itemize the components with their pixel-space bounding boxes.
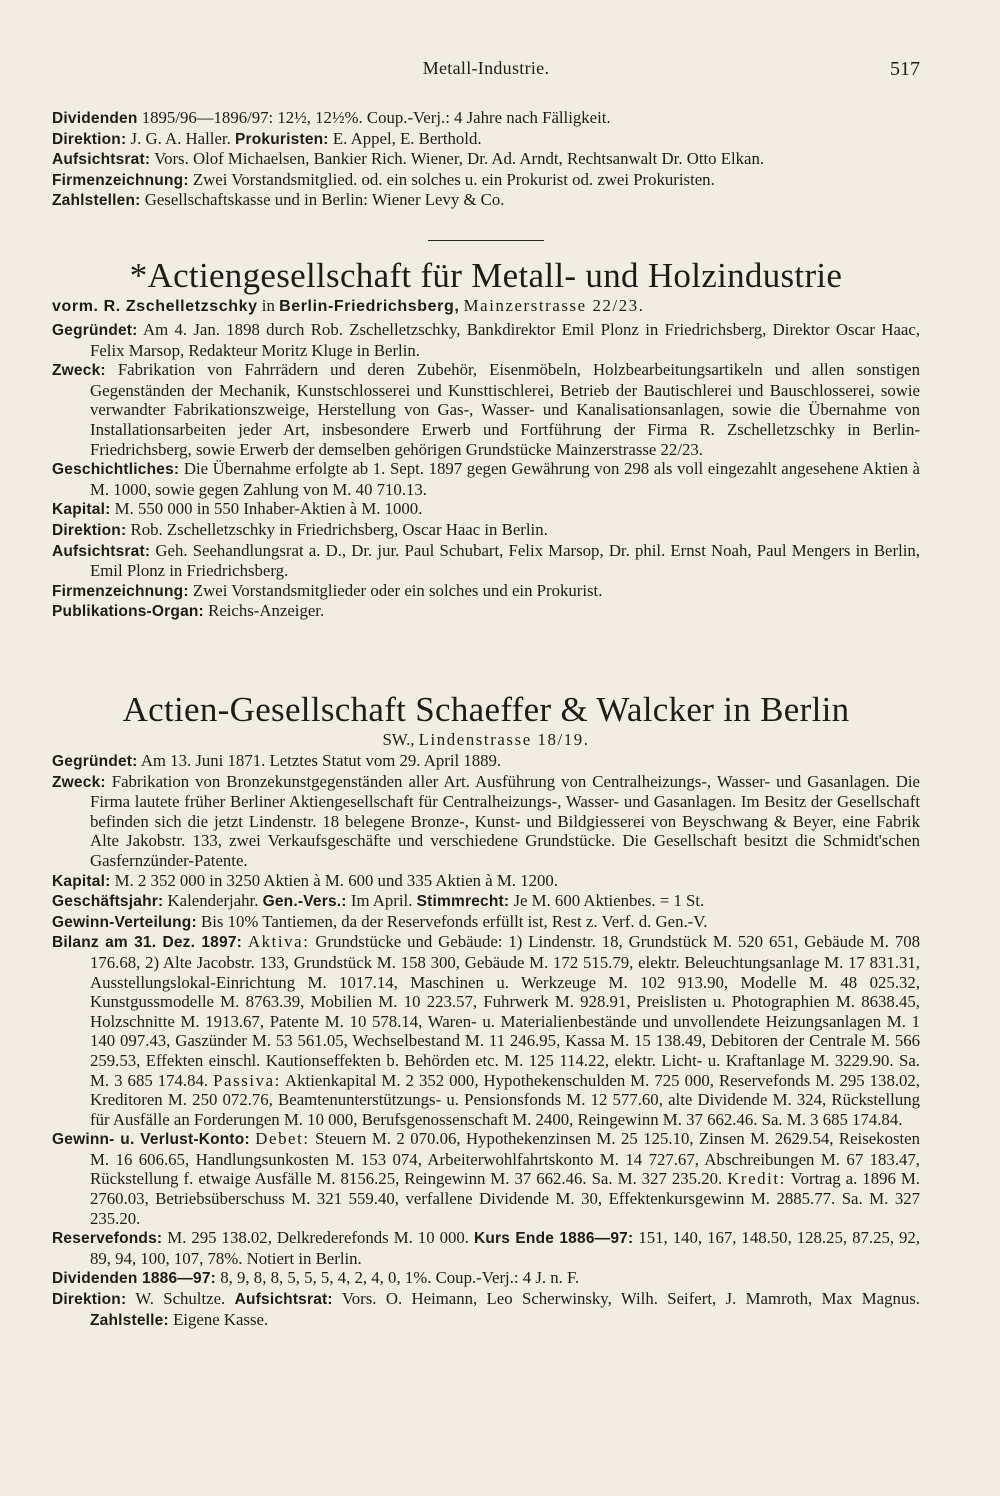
company-1-body <box>52 320 920 622</box>
company-2-location: SW., Lindenstrasse 18/19. <box>382 730 590 749</box>
prev-dividenden: Dividenden 1895/96—1896/97: 12½, 12½%. Coup.-Verj.: 4 Jahre nach Fälligkeit. <box>52 108 611 127</box>
divider <box>428 240 544 241</box>
section-title: Metall-Industrie. <box>422 58 550 78</box>
c1-firmenzeichnung: Firmenzeichnung: Zwei Vorstandsmitglieder oder ein solches und ein Prokurist. <box>52 580 603 600</box>
c1-zweck: Zweck: Fabrikation von Fahrrädern und deren Zubehör, Eisenmöbeln, Holzbearbeitungsartikeln und allen sonstigen Gegenständen der Mechanik, Kunstschlosserei und Kunsttischlerei, Betrieb der Bautischlerei und Bauschlosserei, sowie verwandter Fabrikationszweige, Herstellung von Gas-, Wasser- und Kanalisationsanlagen, sowie die Übernahme von Installationsarbeiten jeder Art, insbesondere Erwerb und Fortführung der Firma R. Zschelletzschky in Berlin-Friedrichsberg, sowie Erwerb der demselben gehörigen Grundstücke Mainzerstrasse 22/23. <box>52 360 920 459</box>
c1-kapital: Kapital: M. 550 000 in 550 Inhaber-Aktien à M. 1000. <box>52 499 423 519</box>
c2-gegruendet: Gegründet: Am 13. Juni 1871. Letztes Statut vom 29. April 1889. <box>52 751 502 770</box>
c1-geschichtliches: Geschichtliches: Die Übernahme erfolgte ab 1. Sept. 1897 gegen Gewährung von 298 als voll eingezahlt angesehene Aktien à M. 1000, sowie gegen Zahlung von M. 40 710.13. <box>52 459 920 499</box>
prev-direktion: Direktion: J. G. A. Haller. Prokuristen: E. Appel, E. Berthold. <box>52 128 482 148</box>
c2-kapital: Kapital: M. 2 352 000 in 3250 Aktien à M. 600 und 335 Aktien à M. 1200. <box>52 870 558 890</box>
c1-gegruendet: Gegründet: Am 4. Jan. 1898 durch Rob. Zschelletzschky, Bankdirektor Emil Plonz in Friedrichsberg, Direktor Oscar Haac, Felix Marsop, Redakteur Moritz Kluge in Berlin. <box>52 320 920 360</box>
c2-zweck: Zweck: Fabrikation von Bronzekunstgegenständen aller Art. Ausführung von Centralheizungs-, Wasser- und Gasanlagen. Die Firma lautete früher Berliner Aktiengesellschaft für Centralheizungs-, Wasser- und Gasanlagen. Im Besitz der Gesellschaft befinden sich die jetzt Lindenstr. 18 belegene Bronze-, Kunst- und Bildgiesserei von Beyschwang & Beyer, eine Fabrik Alte Jakobstr. 133, zwei Verkaufsgeschäfte und verschiedene Grundstücke. Die Gesellschaft besitzt die Schmidt'schen Gasfernzünder-Patente. <box>52 771 920 870</box>
previous-entry <box>52 108 920 211</box>
company-1-subtitle: vorm. R. Zschelletzschky in Berlin-Friedrichsberg, Mainzerstrasse 22/23. <box>52 296 645 315</box>
c2-dividenden: Dividenden 1886—97: 8, 9, 8, 8, 5, 5, 5, 4, 2, 4, 0, 1%. Coup.-Verj.: 4 J. n. F. <box>52 1268 580 1288</box>
prev-zahlstellen: Zahlstellen: Gesellschaftskasse und in Berlin: Wiener Levy & Co. <box>52 190 505 210</box>
c2-gewinnverteilung: Gewinn-Verteilung: Bis 10% Tantiemen, da der Reservefonds erfüllt ist, Rest z. Verf. d. Gen.-V. <box>52 911 708 931</box>
company-2-title: Actien-Gesellschaft Schaeffer & Walcker in Berlin <box>122 690 850 729</box>
c2-guv: Gewinn- u. Verlust-Konto: Debet: Steuern M. 2 070.06, Hypothekenzinsen M. 25 125.10, Zinsen M. 2629.54, Reisekosten M. 16 606.65, Handlungsunkosten M. 153 074, Arbeiterwohlfahrtskonto M. 14 727.67, Abschreibungen M. 67 183.47, Rückstellung f. etwaige Ausfälle M. 8156.25, Reingewinn M. 37 662.46. Sa. M. 327 235.20. Kredit: Vortrag a. 1896 M. 2760.03, Betriebsüberschuss M. 321 559.40, verfallene Dividende M. 30, Effektenkursgewinn M. 2885.77. Sa. M. 327 235.20. <box>52 1129 921 1228</box>
running-head <box>52 58 920 84</box>
c2-bilanz: Bilanz am 31. Dez. 1897: Aktiva: Grundstücke und Gebäude: 1) Lindenstr. 18, Grundstück M. 520 651, Gebäude M. 708 176.68, 2) Alte Jacobstr. 133, Grundstück M. 158 300, Gebäude M. 172 515.79, elektr. Beleuchtungsanlage M. 17 831.31, Ausstellungslokal-Einrichtung M. 1017.14, Maschinen u. Werkzeuge M. 102 913.90, Modelle M. 48 025.32, Kunstgussmodelle M. 8763.39, Mobilien M. 10 223.57, Fuhrwerk M. 928.91, Preislisten u. Photographien M. 8638.45, Holzschnitte M. 1913.67, Patente M. 10 578.14, Waren- u. Materialienbestände und unvollendete Heizungsanlagen M. 1 140 097.43, Gaszünder M. 53 561.05, Wechselbestand M. 11 246.95, Kassa M. 15 138.49, Debitoren der Centrale M. 566 259.53, Effekten einschl. Kautionseffekten b. Behörden etc. M. 125 114.22, elektr. Licht- u. Kraftanlage M. 3229.90. Sa. M. 3 685 174.84. Passiva: Aktienkapital M. 2 352 000, Hypothekenschulden M. 725 000, Reservefonds M. 295 138.02, Kreditoren M. 250 072.76, Beamtenunterstützungs- u. Pensionsfonds M. 12 577.60, alte Dividende M. 324, Rückstellung für Ausfälle an Forderungen M. 10 000, Berufsgenossenschaft M. 2400, Reingewinn M. 37 662.46. Sa. M. 3 685 174.84. <box>52 932 921 1129</box>
page-number: 517 <box>890 58 920 80</box>
company-1-title: *Actiengesellschaft für Metall- und Holzindustrie <box>129 256 843 295</box>
c2-reservefonds: Reservefonds: M. 295 138.02, Delkrederefonds M. 10 000. Kurs Ende 1886—97: 151, 140, 167, 148.50, 128.25, 87.25, 92, 89, 94, 100, 107, 78%. Notiert in Berlin. <box>52 1228 921 1268</box>
prev-aufsichtsrat: Aufsichtsrat: Vors. Olof Michaelsen, Bankier Rich. Wiener, Dr. Ad. Arndt, Rechtsanwalt Dr. Otto Elkan. <box>52 149 765 169</box>
c1-publikations: Publikations-Organ: Reichs-Anzeiger. <box>52 601 325 621</box>
company-2-body <box>52 751 920 1330</box>
prev-firmenzeichnung: Firmenzeichnung: Zwei Vorstandsmitglied. od. ein solches u. ein Prokurist od. zwei Prokuristen. <box>52 169 715 189</box>
c2-direktion: Direktion: W. Schultze. Aufsichtsrat: Vors. O. Heimann, Leo Scherwinsky, Wilh. Seifert, J. Mamroth, Max Magnus. Zahlstelle: Eigene Kasse. <box>52 1289 920 1329</box>
c2-geschaeftsjahr: Geschäftsjahr: Kalenderjahr. Gen.-Vers.: Im April. Stimmrecht: Je M. 600 Aktienbes. = 1 St. <box>52 891 705 911</box>
c1-aufsichtsrat: Aufsichtsrat: Geh. Seehandlungsrat a. D., Dr. jur. Paul Schubart, Felix Marsop, Dr. phil. Ernst Noah, Paul Mengers in Berlin, Emil Plonz in Friedrichsberg. <box>52 540 920 581</box>
c1-direktion: Direktion: Rob. Zschelletzschky in Friedrichsberg, Oscar Haac in Berlin. <box>52 519 548 539</box>
